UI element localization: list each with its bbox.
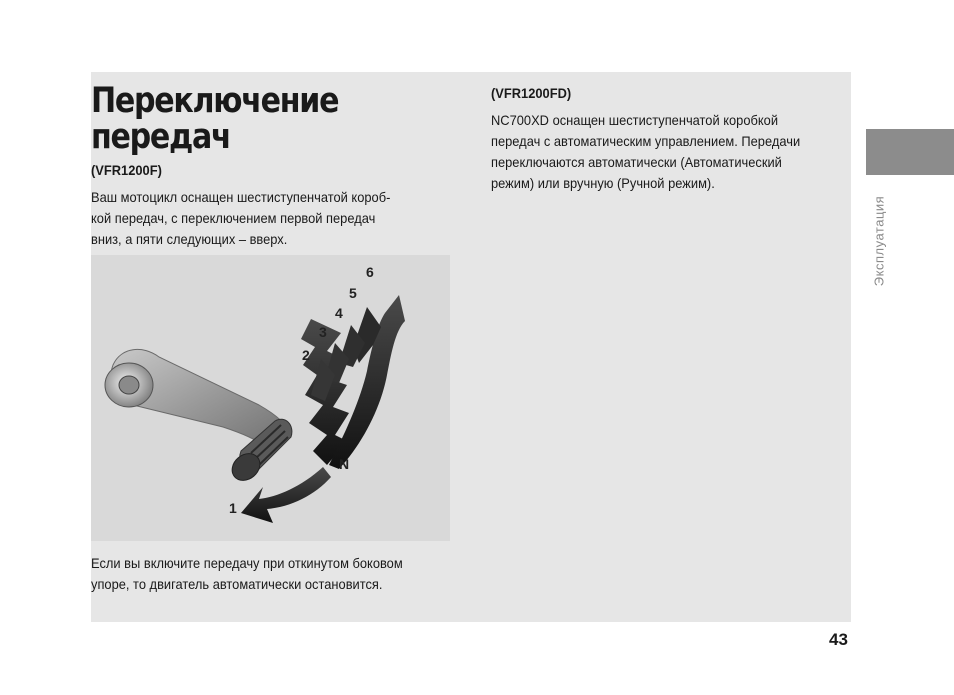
gear-label-1: 1 <box>229 500 237 516</box>
intro-paragraph <box>91 187 390 250</box>
model-heading-right: (VFR1200FD) <box>491 85 572 101</box>
page-title <box>91 83 401 155</box>
gear-label-2: 2 <box>302 347 310 363</box>
body-line: режим) или вручную (Ручной режим). <box>491 175 715 191</box>
sidestand-note <box>91 553 403 595</box>
intro-line: кой передач, с переключением первой передач <box>91 210 376 226</box>
section-tab-label: Эксплуатация <box>871 195 887 287</box>
title-line-2: передач <box>91 117 231 157</box>
gear-shift-figure <box>91 255 450 541</box>
section-tab <box>866 129 954 175</box>
model-heading-left: (VFR1200F) <box>91 162 162 178</box>
gear-label-6: 6 <box>366 264 374 280</box>
automatic-paragraph <box>491 110 800 194</box>
gear-label-5: 5 <box>349 285 357 301</box>
note-line: Если вы включите передачу при откинутом боковом <box>91 555 403 571</box>
intro-line: Ваш мотоцикл оснащен шестиступенчатой короб- <box>91 189 391 205</box>
body-line: передач с автоматическим управлением. Передачи <box>491 133 801 149</box>
note-line: упоре, то двигатель автоматически остановится. <box>91 576 383 592</box>
gear-label-n: N <box>339 456 350 472</box>
gear-label-3: 3 <box>319 324 327 340</box>
intro-line: вниз, а пяти следующих – вверх. <box>91 231 288 247</box>
gear-label-4: 4 <box>335 305 343 321</box>
body-line: NC700XD оснащен шестиступенчатой коробкой <box>491 112 779 128</box>
gear-shift-illustration <box>91 255 450 541</box>
body-line: переключаются автоматически (Автоматический <box>491 154 782 170</box>
page-number: 43 <box>829 630 848 649</box>
title-line-1: Переключение <box>91 81 339 121</box>
